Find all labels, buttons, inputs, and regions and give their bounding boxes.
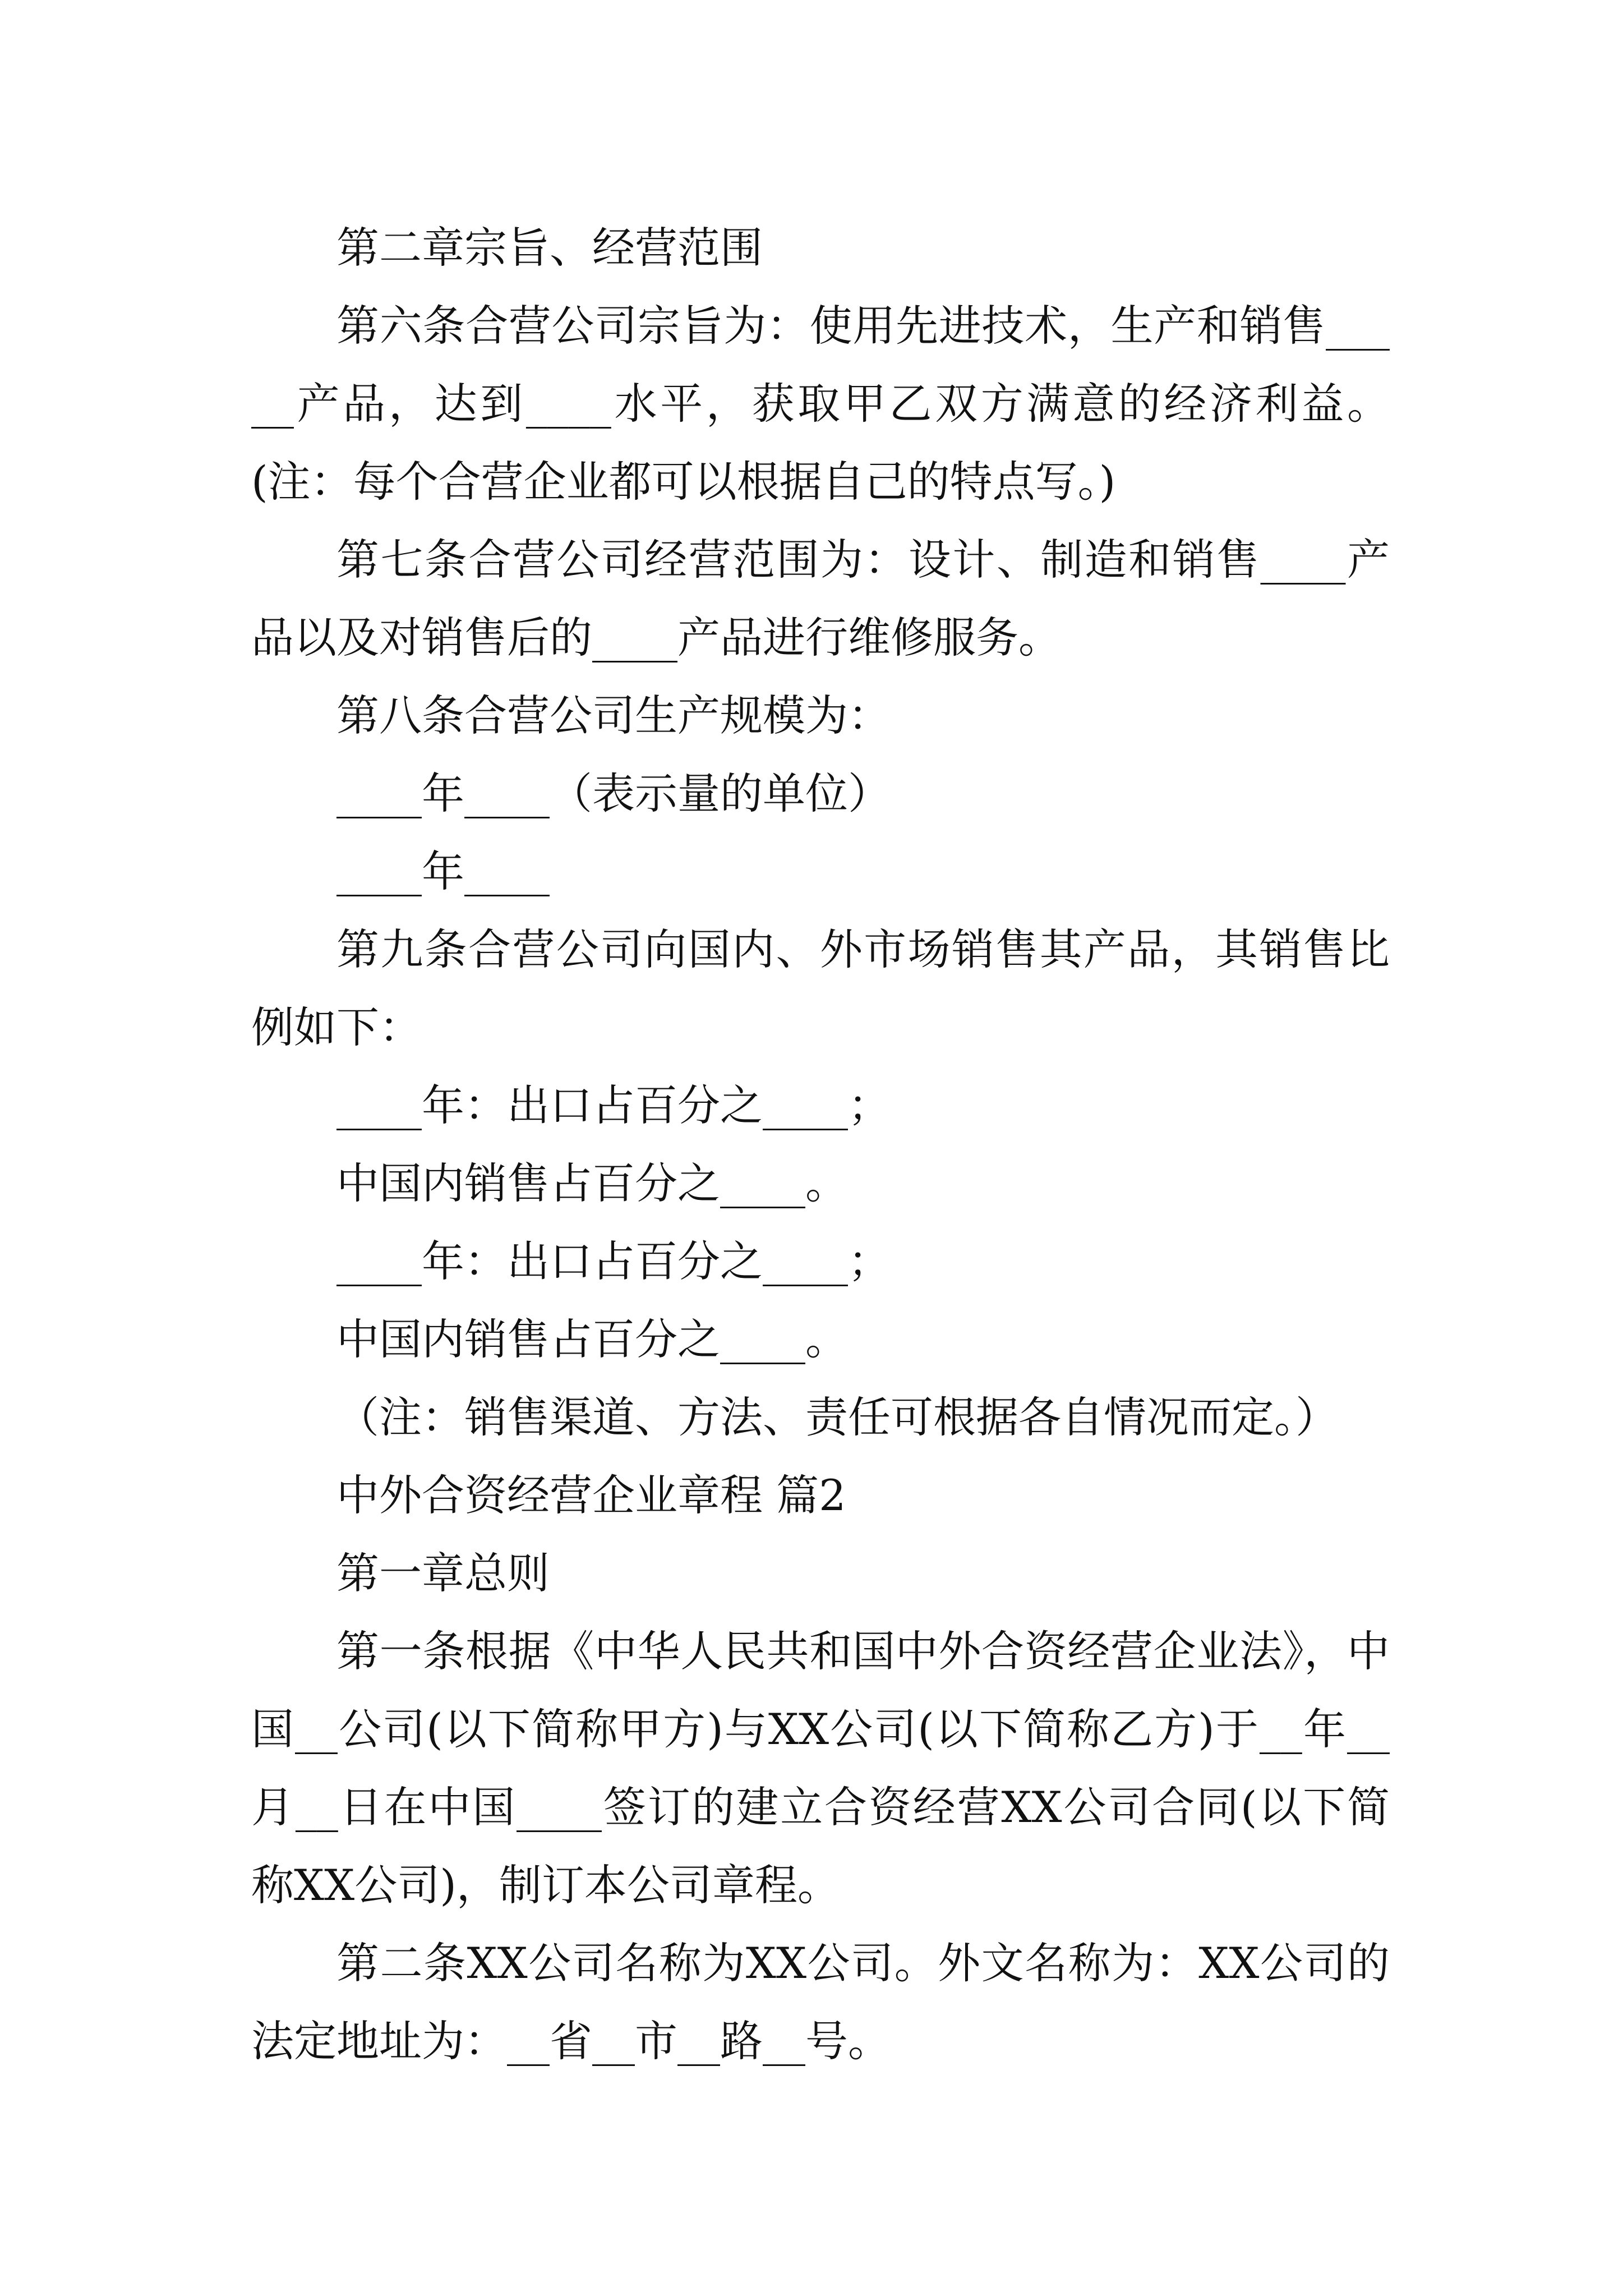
- article-paragraph: 第二条XX公司名称为XX公司。外文名称为：XX公司的法定地址为：__省__市__路__号。: [251, 1938, 1390, 2066]
- article-paragraph: 第六条合营公司宗旨为：使用先进技术，生产和销售_____产品，达到____水平，获取甲乙双方满意的经济利益。(注：每个合营企业都可以根据自己的特点写。): [251, 301, 1390, 507]
- article-paragraph: 第七条合营公司经营范围为：设计、制造和销售____产品以及对销售后的____产品进行维修服务。: [251, 535, 1390, 662]
- chapter-heading: 第一章总则: [336, 1548, 550, 1598]
- blank-line-item: 中国内销售占百分之____。: [336, 1158, 848, 1208]
- note-paragraph: （注：销售渠道、方法、责任可根据各自情况而定。）: [336, 1392, 1338, 1442]
- section-title: 中外合资经营企业章程 篇2: [336, 1470, 846, 1520]
- document-body: [251, 209, 1390, 2080]
- blank-line-item: ____年____（表示量的单位）: [336, 769, 891, 818]
- blank-line-item: ____年：出口占百分之____；: [336, 1080, 891, 1130]
- article-paragraph: 第九条合营公司向国内、外市场销售其产品，其销售比例如下：: [251, 924, 1390, 1052]
- article-paragraph: 第八条合营公司生产规模为：: [336, 691, 891, 740]
- blank-line-item: ____年____: [336, 846, 550, 896]
- blank-line-item: ____年：出口占百分之____；: [336, 1236, 891, 1286]
- chapter-heading: 第二章宗旨、经营范围: [336, 223, 763, 273]
- article-paragraph: 第一条根据《中华人民共和国中外合资经营企业法》，中国__公司(以下简称甲方)与XX公司(以下简称乙方)于__年__月__日在中国____签订的建立合资经营XX公司合同(以下简称XX公司)，制订本公司章程。: [251, 1626, 1390, 1910]
- blank-line-item: 中国内销售占百分之____。: [336, 1314, 848, 1364]
